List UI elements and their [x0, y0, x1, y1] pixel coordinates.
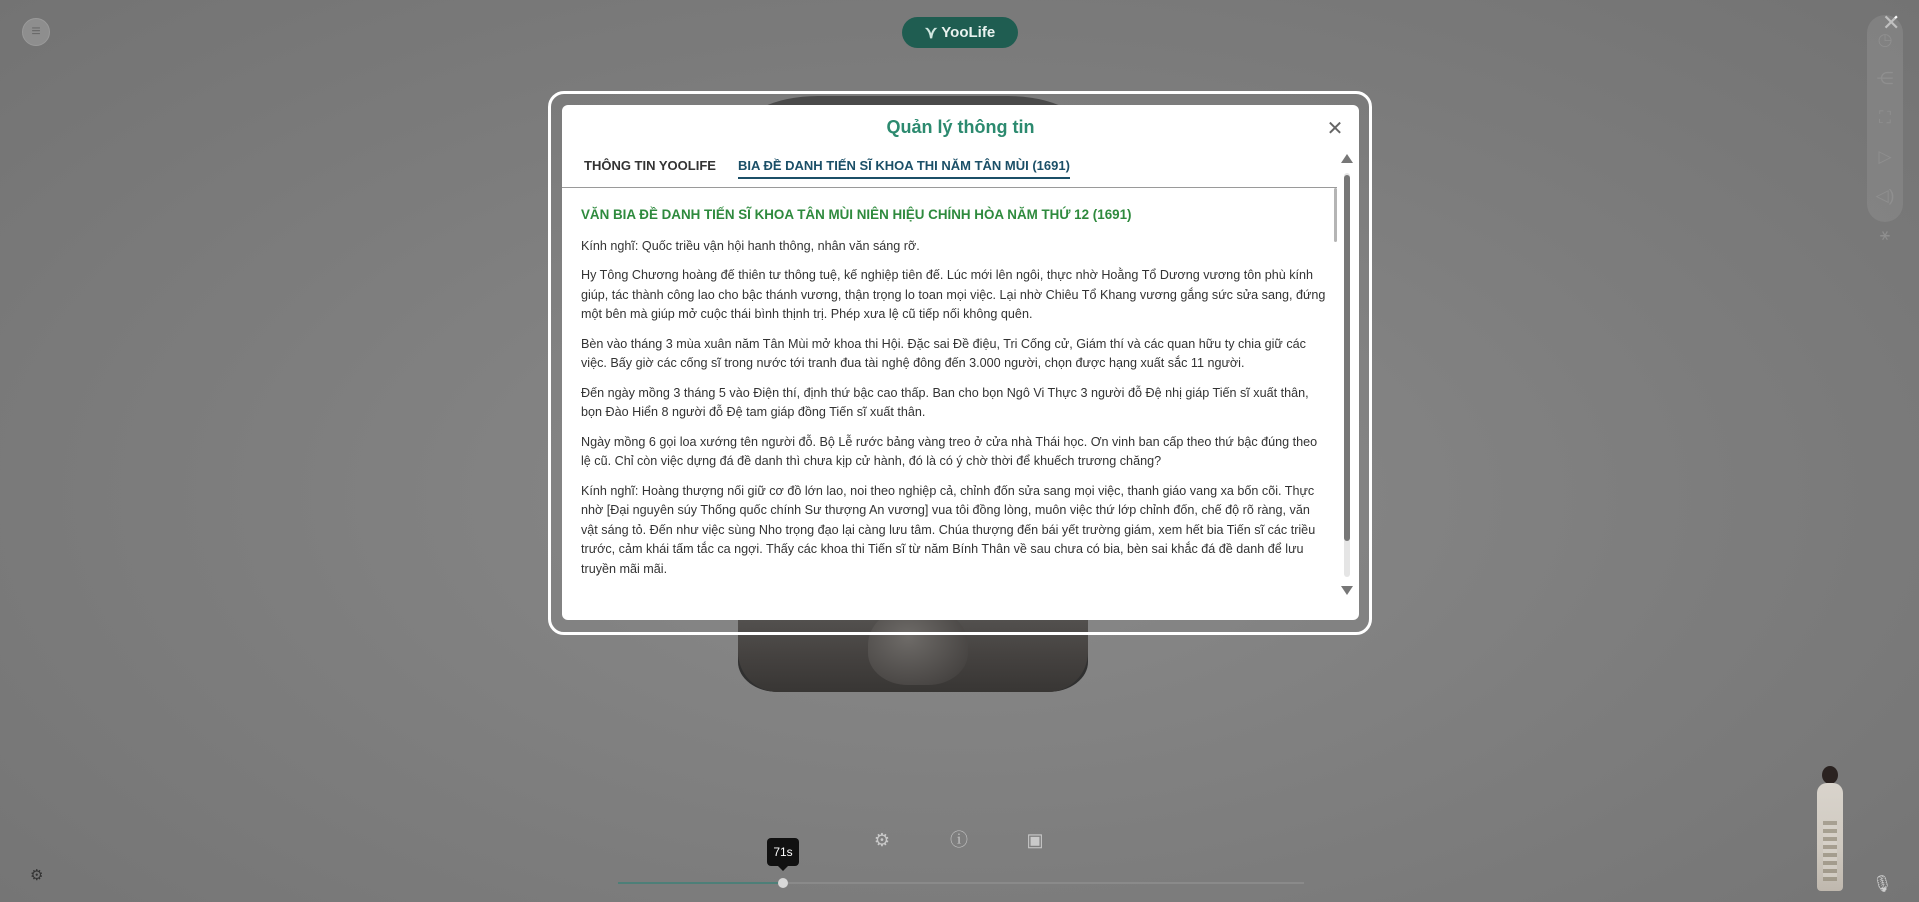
tab-bia-de-danh[interactable]: BIA ĐỀ DANH TIẾN SĨ KHOA THI NĂM TÂN MÙI (1691) — [738, 158, 1070, 179]
paragraph: Kính nghĩ: Hoàng thượng nối giữ cơ đồ lớn lao, noi theo nghiệp cả, chỉnh đốn sửa sang mọi việc, thanh giáo vang xa bốn cõi. Thực nhờ [Đại nguyên súy Thống quốc chính Sư thượng An vương] vua tôi đồng lòng, muôn việc thứ lớp chỉnh đốn, chế độ rõ ràng, văn vật sáng tỏ. Đến như việc sùng Nho trọng đạo lại càng lưu tâm. Chúa thượng đến bái yết trường giám, xem hết bia Tiến sĩ các triều trước, cảm khái tấm tắc ca ngợi. Thấy các khoa thi Tiến sĩ từ năm Bính Thân về sau chưa có bia, bèn sai khắc đá đề danh để lưu truyền mãi mãi. — [581, 483, 1316, 576]
timeline-progress — [618, 882, 783, 884]
scroll-up-arrow-icon[interactable] — [1341, 154, 1353, 163]
avatar-head — [1822, 766, 1838, 784]
microphone-icon[interactable]: 🎙 — [1872, 876, 1893, 893]
content-scrollbar-thumb[interactable] — [1334, 188, 1337, 242]
modal-title: Quản lý thông tin — [886, 117, 1035, 137]
right-toolbar — [1867, 15, 1903, 244]
settings-gear-icon[interactable]: ⚙ — [873, 830, 891, 850]
info-icon[interactable]: ⓘ — [950, 830, 968, 850]
compass-icon[interactable]: ◷ — [1877, 30, 1893, 49]
scrollbar-thumb[interactable] — [1344, 175, 1350, 541]
share-icon[interactable]: ⋲ — [1876, 69, 1894, 88]
fullscreen-icon[interactable]: ⛶ — [1879, 108, 1891, 127]
gallery-icon[interactable]: ▣ — [1026, 830, 1044, 850]
volume-icon[interactable]: ◁) — [1875, 186, 1895, 205]
paragraph: Ngày mồng 6 gọi loa xướng tên người đỗ. Bộ Lễ rước bảng vàng treo ở cửa nhà Thái học. Ơn vinh ban cấp theo thứ bậc đúng theo lệ cũ. Chỉ còn việc dựng đá đề danh thì chưa kịp cử hành, đó là có ý chờ thời để khuếch trương chăng? — [581, 434, 1318, 468]
translate-icon[interactable]: ⚹ — [1879, 225, 1891, 244]
paragraph: Kính nghĩ: Quốc triều vận hội hanh thông, nhân văn sáng rỡ. — [581, 238, 920, 253]
time-tooltip: 71s — [767, 838, 799, 866]
tabs-divider — [562, 187, 1337, 188]
modal-content[interactable] — [581, 205, 1326, 613]
paragraph: Bèn vào tháng 3 mùa xuân năm Tân Mùi mở khoa thi Hội. Đặc sai Đề điệu, Tri Cống cử, Giám thí và các quan hữu ty chia giữ các việc. Bấy giờ các cống sĩ trong nước tới tranh đua tài nghệ đông đến 3.000 người, chọn được hạng xuất sắc 11 người. — [581, 336, 1306, 370]
gear-icon[interactable]: ⚙ — [30, 867, 44, 884]
logo-text: YooLife — [941, 24, 996, 41]
info-modal — [562, 105, 1359, 620]
modal-tabs — [584, 158, 1070, 179]
content-heading: VĂN BIA ĐỀ DANH TIẾN SĨ KHOA TÂN MÙI NIÊN HIỆU CHÍNH HÒA NĂM THỨ 12 (1691) — [581, 207, 1132, 222]
timeline-handle[interactable] — [778, 878, 788, 888]
paragraph: Đến ngày mồng 3 tháng 5 vào Điện thí, định thứ bậc cao thấp. Ban cho bọn Ngô Vi Thực 3 người đỗ Đệ nhị giáp Tiến sĩ xuất thân, bọn Đào Hiển 8 người đỗ Đệ tam giáp đồng Tiến sĩ xuất thân. — [581, 385, 1309, 419]
yoolife-logo — [902, 17, 1018, 48]
avatar-dress-pattern — [1823, 821, 1837, 881]
paragraph: Hy Tông Chương hoàng đế thiên tư thông tuệ, kế nghiệp tiên đế. Lúc mới lên ngôi, thực nhờ Hoằng Tổ Dương vương tôn phù kính giúp, tác thành công lao cho bậc thánh vương, thận trọng lo toan mọi việc. Lại nhờ Chiêu Tổ Khang vương gắng sức sửa sang, đứng một bên mà giúp mở cuộc thái bình thịnh trị. Phép xưa lệ cũ tiếp nối không quên. — [581, 268, 1326, 321]
play-icon[interactable]: ▷ — [1878, 147, 1892, 166]
scroll-down-arrow-icon[interactable] — [1341, 586, 1353, 595]
hamburger-icon: ≡ — [31, 23, 41, 40]
menu-button[interactable] — [22, 18, 50, 46]
yoolife-logo-icon: ⋎ — [924, 22, 938, 42]
close-icon[interactable]: ✕ — [1326, 118, 1344, 140]
tab-thong-tin-yoolife[interactable]: THÔNG TIN YOOLIFE — [584, 158, 716, 173]
virtual-guide-avatar[interactable] — [1812, 766, 1848, 891]
